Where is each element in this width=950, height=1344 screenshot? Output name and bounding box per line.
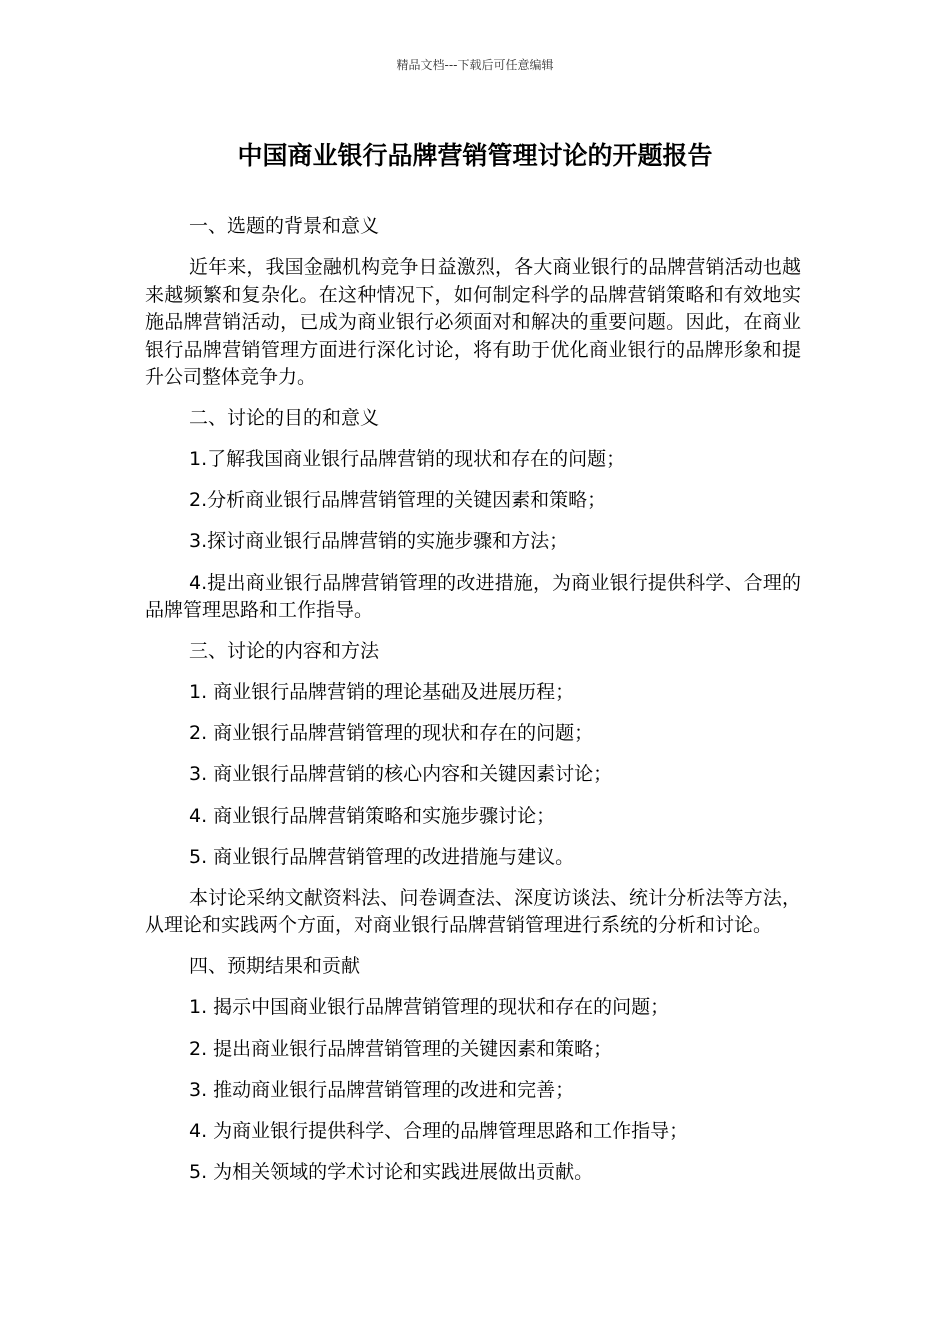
list-item: 2. 商业银行品牌营销管理的现状和存在的问题；: [189, 722, 594, 745]
list-item: 1. 商业银行品牌营销的理论基础及进展历程；: [189, 681, 575, 704]
document-body: [145, 213, 801, 1186]
section-heading-content: 三、讨论的内容和方法: [189, 640, 380, 663]
section-heading-results: 四、预期结果和贡献: [189, 955, 361, 978]
list-item: 4. 为商业银行提供科学、合理的品牌管理思路和工作指导；: [189, 1119, 689, 1142]
section-heading-purpose: 二、讨论的目的和意义: [189, 407, 380, 430]
section-heading-background: 一、选题的背景和意义: [189, 215, 380, 237]
list-item: 5. 商业银行品牌营销管理的改进措施与建议。: [189, 845, 575, 868]
list-item: 2.分析商业银行品牌营销管理的关键因素和策略；: [189, 489, 607, 512]
list-item: 1.了解我国商业银行品牌营销的现状和存在的问题；: [189, 448, 626, 471]
header-note: 精品文档---下载后可任意编辑: [396, 58, 554, 72]
list-item: 4.提出商业银行品牌营销管理的改进措施，为商业银行提供科学、合理的品牌管理思路和工作指导。: [145, 571, 801, 622]
paragraph-methods: 本讨论采纳文献资料法、问卷调查法、深度访谈法、统计分析法等方法，从理论和实践两个方面，对商业银行品牌营销管理进行系统的分析和讨论。: [145, 886, 801, 937]
list-item: 4. 商业银行品牌营销策略和实施步骤讨论；: [189, 804, 556, 827]
paragraph-background: 近年来，我国金融机构竞争日益激烈，各大商业银行的品牌营销活动也越来越频繁和复杂化。在这种情况下，如何制定科学的品牌营销策略和有效地实施品牌营销活动，已成为商业银行必须面对和解决的重要问题。因此，在商业银行品牌营销管理方面进行深化讨论，将有助于优化商业银行的品牌形象和提升公司整体竞争力。: [145, 256, 801, 389]
list-item: 5. 为相关领域的学术讨论和实践进展做出贡献。: [189, 1160, 594, 1183]
document-title: 中国商业银行品牌营销管理讨论的开题报告: [237, 141, 713, 170]
list-item: 3. 推动商业银行品牌营销管理的改进和完善；: [189, 1078, 575, 1101]
list-item: 1. 揭示中国商业银行品牌营销管理的现状和存在的问题；: [189, 996, 670, 1019]
list-item: 3.探讨商业银行品牌营销的实施步骤和方法；: [189, 530, 569, 553]
list-item: 3. 商业银行品牌营销的核心内容和关键因素讨论；: [189, 763, 613, 786]
list-item: 2. 提出商业银行品牌营销管理的关键因素和策略；: [189, 1037, 613, 1060]
